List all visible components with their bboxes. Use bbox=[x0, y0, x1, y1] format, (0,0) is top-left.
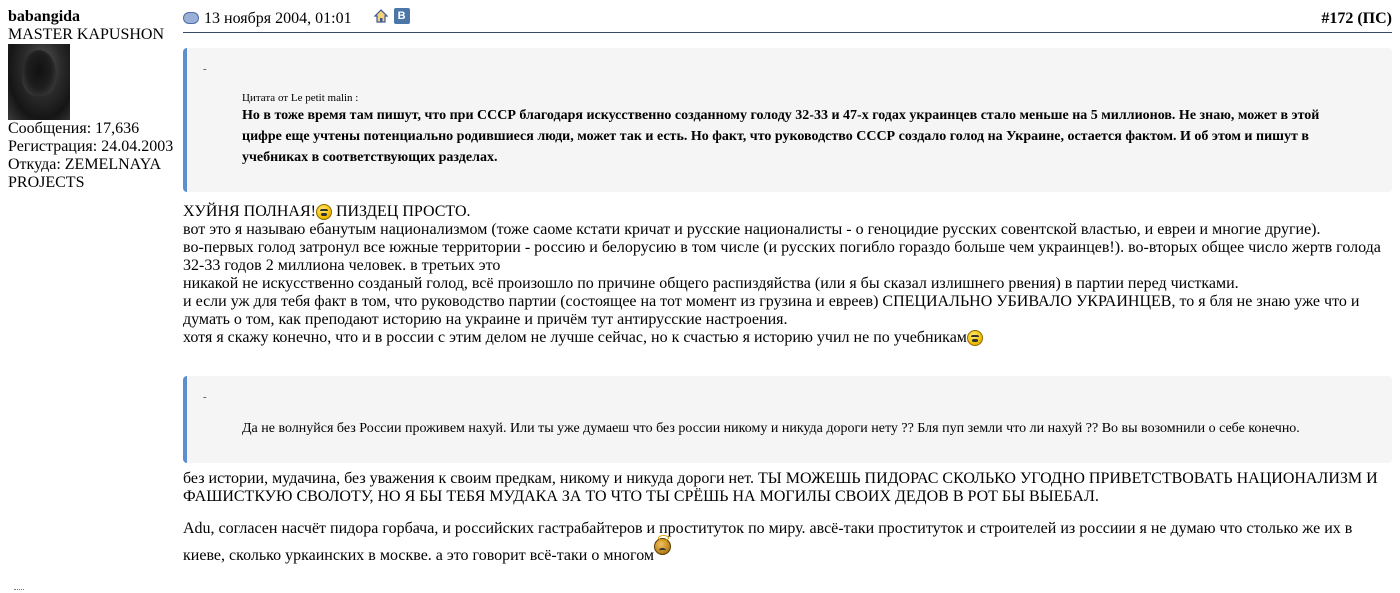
quote-toggle[interactable]: - bbox=[203, 63, 207, 75]
paragraph bbox=[183, 203, 1392, 347]
avatar[interactable] bbox=[8, 44, 70, 120]
paragraph: без истории, мудачина, без уважения к своим предкам, никому и никуда дороги нет. ТЫ МОЖЕШЬ ПИДОРАС СКОЛЬКО УГОДНО ПРИВЕТСТВОВАТЬ НАЦИОНАЛИЗМ И ФАШИСТКУЮ СВОЛОТУ, НО Я БЫ ТЕБЯ МУДАКА ЗА ТО ЧТО ТЫ СРЁШЬ НА МОГИЛЫ СВОИХ ДЕДОВ В РОТ БЫ ВЫЕБАЛ. bbox=[183, 470, 1378, 505]
avatar-figure bbox=[22, 50, 56, 96]
quote-author: Цитата от Le petit malin : bbox=[242, 92, 359, 104]
quote-toggle[interactable]: - bbox=[203, 391, 207, 403]
user-location: Откуда: ZEMELNAYA PROJECTS bbox=[8, 156, 161, 191]
vk-icon[interactable]: В bbox=[394, 8, 410, 24]
home-icon[interactable] bbox=[374, 9, 388, 23]
text-line: хотя я скажу конечно, что и в россии с этим делом не лучше сейчас, но к счастью я историю учил не по учебникам bbox=[183, 329, 967, 346]
paragraph bbox=[183, 515, 1392, 569]
comment-bubble-icon bbox=[183, 12, 199, 24]
post-number[interactable] bbox=[1321, 10, 1392, 28]
text-line: ХУЙНЯ ПОЛНАЯ! bbox=[183, 203, 316, 220]
text-line: Adu, согласен насчёт пидора горбача, и российских гастрабайтеров и проституток по миру. авсё-таки проституток и строителей из россиии я не думаю что столько же их в киеве, сколько уркаинских в москве. а это говорит всё-таки о многом bbox=[183, 520, 1353, 564]
text-line: во-первых голод затронул все южные территории - россию и белорусию в том числе (и русских погибло гораздо больше чем украинцев!). во-вторых общее число жертв голода 32-33 годов 2 миллиона человек. в третьих это bbox=[183, 239, 1381, 274]
text-line: никакой не искусственно созданый голод, всё произошло по причине общего распиздяйства (или я бы сказал излишнего рвения) в партии перед чистками. bbox=[183, 275, 1239, 292]
user-info bbox=[8, 120, 180, 192]
user-panel bbox=[8, 8, 180, 192]
user-posts-count: Сообщения: 17,636 bbox=[8, 120, 140, 137]
post-date: 13 ноября 2004, 01:01 bbox=[204, 10, 352, 27]
divider bbox=[14, 589, 24, 591]
post bbox=[183, 8, 1392, 569]
smiley-icon bbox=[316, 204, 332, 220]
text-line: и если уж для тебя факт в том, что руководство партии (состоящее на тот момент из грузина и евреев) СПЕЦИАЛЬНО УБИВАЛО УКРАИНЦЕВ, то я бля не знаю уже что и думать о том, как преподают историю на украине и причём тут антирусские настроения. bbox=[183, 293, 1360, 328]
quote-block bbox=[183, 376, 1392, 463]
quote-text: Но в тоже время там пишут, что при СССР благодаря искусственно созданному голоду 32-33 и 47-х годах украинцев стало меньше на 5 миллионов. Не знаю, может в этой цифре еще учтены потенциально родившиеся люди, может так и есть. Но факт, что руководство СССР создало голод на Украине, остается фактом. И об этом и пишут в учебниках в соответствующих разделах. bbox=[242, 108, 1320, 165]
post-tag: (ПС) bbox=[1357, 10, 1392, 27]
text-line: вот это я называю ебанутым национализмом (тоже саоме кстати кричат и русские националисты - о геноцидие русских совентской властью, и евреи и многие другие). bbox=[183, 221, 1321, 238]
user-registration-date: Регистрация: 24.04.2003 bbox=[8, 138, 174, 155]
text-line: ПИЗДЕЦ ПРОСТО. bbox=[331, 203, 471, 220]
sad-smiley-icon bbox=[654, 538, 671, 555]
user-title: MASTER KAPUSHON bbox=[8, 26, 165, 43]
post-header bbox=[183, 8, 1392, 33]
post-number-link[interactable]: #172 bbox=[1321, 10, 1354, 27]
quote-text: Да не волнуйся без России проживем нахуй. Или ты уже думаеш что без россии никому и никуда дороги нету ?? Бля пуп земли что ли нахуй ?? Во вы возомнили о себе конечно. bbox=[242, 421, 1300, 436]
quote-block bbox=[183, 48, 1392, 192]
smiley-icon bbox=[967, 330, 983, 346]
post-body bbox=[183, 203, 1392, 569]
username[interactable]: babangida bbox=[8, 8, 81, 25]
